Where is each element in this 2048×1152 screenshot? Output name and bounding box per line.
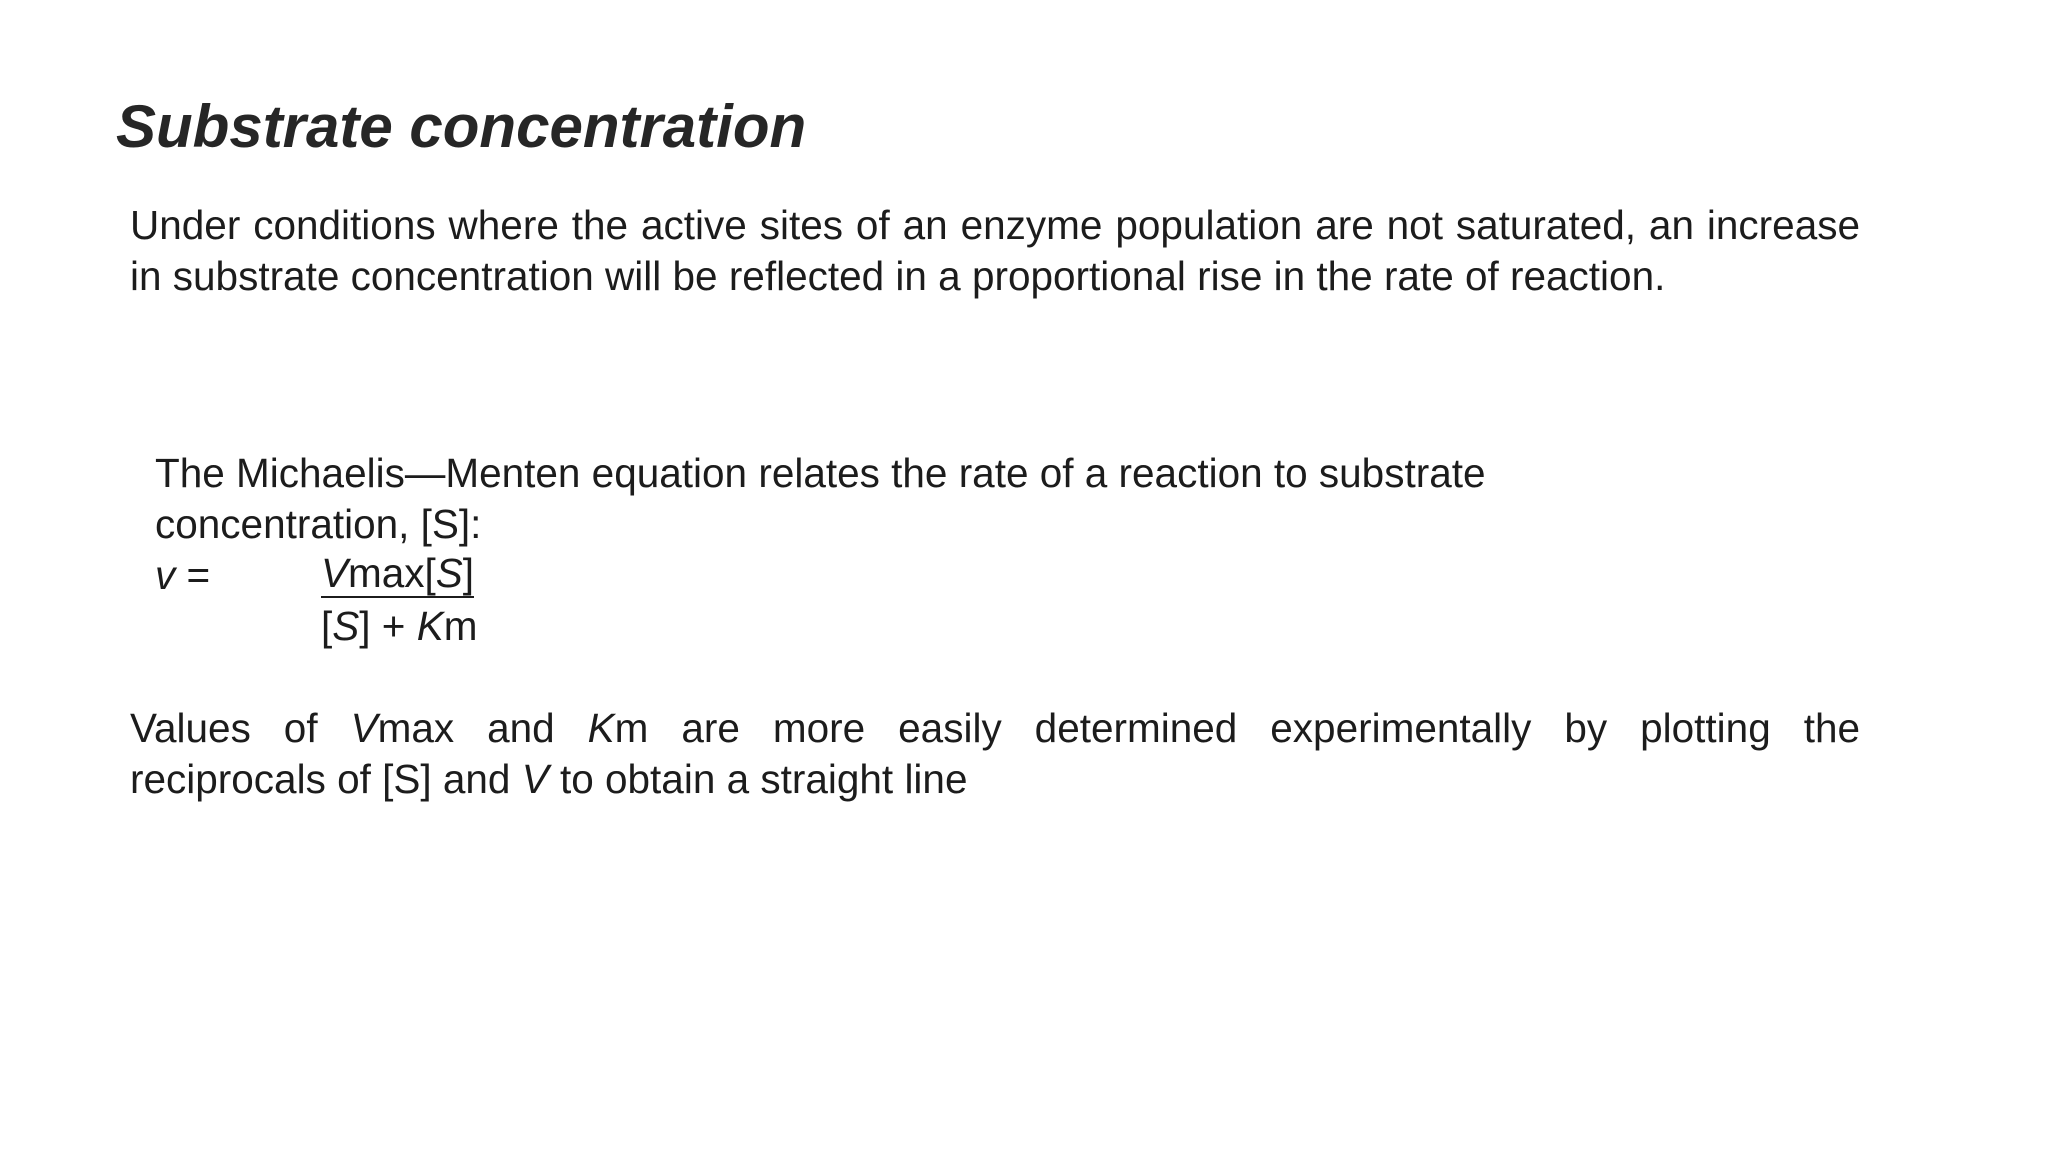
numerator-close: ] xyxy=(462,550,475,596)
p3-text-e: to obtain a straight line xyxy=(548,756,968,802)
denominator-open: [ xyxy=(321,603,333,649)
paragraph3-line1 xyxy=(130,703,1860,754)
numerator-V: V xyxy=(321,550,349,596)
p3-K: K xyxy=(587,705,615,751)
p3-V2: V xyxy=(521,756,549,802)
equation-equals: = xyxy=(175,552,211,598)
paragraph-substrate-saturation: Under conditions where the active sites of an enzyme population are not saturated, an increase in substrate concentration will be reflected in a proportional rise in the rate of reaction. xyxy=(130,202,1860,299)
michaelis-menten-intro-line2: concentration, [S]: xyxy=(155,501,482,547)
michaelis-menten-intro-line1: The Michaelis—Menten equation relates the rate of a reaction to substrate xyxy=(155,450,1486,496)
denominator-m: m xyxy=(443,603,478,649)
p3-text-a: Values of xyxy=(130,705,351,751)
michaelis-menten-intro xyxy=(155,448,1755,550)
p3-V: V xyxy=(350,705,378,751)
p3-text-d: reciprocals of [S] and xyxy=(130,756,522,802)
denominator-K: K xyxy=(416,603,444,649)
denominator-S: S xyxy=(332,603,360,649)
equation-denominator xyxy=(321,601,477,652)
equation-numerator xyxy=(321,550,474,598)
equation-v: v xyxy=(155,552,176,598)
numerator-max: max[ xyxy=(348,550,436,596)
p3-text-c: m are more easily determined experimentally by plotting the xyxy=(614,705,1860,751)
denominator-plus: ] + xyxy=(359,603,417,649)
numerator-S: S xyxy=(435,550,463,596)
equation-lhs xyxy=(155,550,210,601)
p3-text-b: max and xyxy=(377,705,588,751)
paragraph-reciprocal-plot xyxy=(130,703,1860,805)
slide-title: Substrate concentration xyxy=(116,93,807,160)
paragraph3-line2 xyxy=(130,754,1860,805)
